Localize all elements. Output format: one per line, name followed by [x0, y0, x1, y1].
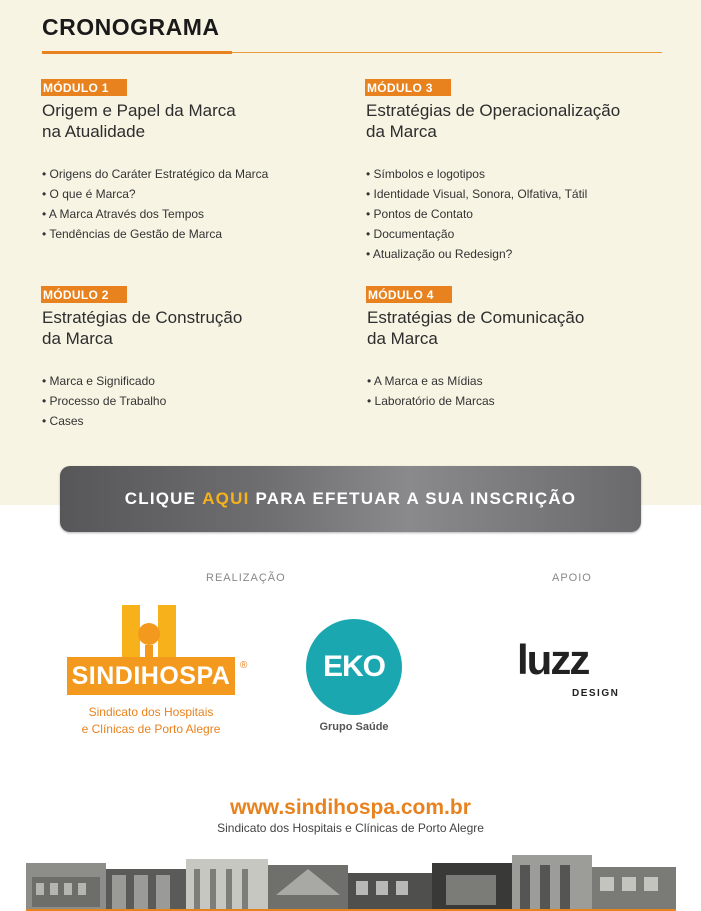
- module-title-line: Estratégias de Comunicação: [367, 308, 585, 327]
- module-title-line: Origem e Papel da Marca: [42, 101, 236, 120]
- apoio-label: APOIO: [552, 572, 592, 584]
- list-item: • A Marca Através dos Tempos: [42, 204, 341, 224]
- list-item: • Pontos de Contato: [366, 204, 665, 224]
- list-item: • Identidade Visual, Sonora, Olfativa, Tátil: [366, 184, 665, 204]
- list-item: • Marca e Significado: [42, 371, 341, 391]
- module-tag: MÓDULO 4: [366, 286, 452, 303]
- register-button[interactable]: [60, 466, 641, 532]
- module-title-line: da Marca: [367, 329, 438, 348]
- website-link[interactable]: www.sindihospa.com.br: [230, 796, 471, 819]
- module-title-line: da Marca: [42, 329, 113, 348]
- cta-text-end: PARA EFETUAR A SUA INSCRIÇÃO: [255, 489, 577, 508]
- sindihospa-tagline: [67, 704, 235, 738]
- list-item: • Atualização ou Redesign?: [366, 244, 665, 264]
- module-topic-list: [42, 371, 341, 431]
- title-accent-bar: [42, 51, 232, 54]
- module-tag: MÓDULO 3: [365, 79, 451, 96]
- sindihospa-emblem-icon: [118, 605, 180, 663]
- list-item: • Símbolos e logotipos: [366, 164, 665, 184]
- module-title: [42, 100, 341, 142]
- list-item: • Tendências de Gestão de Marca: [42, 224, 341, 244]
- module-title: [42, 307, 341, 349]
- module-2: [41, 286, 341, 431]
- list-item: • O que é Marca?: [42, 184, 341, 204]
- realizacao-label: REALIZAÇÃO: [206, 572, 286, 584]
- module-title: [366, 100, 665, 142]
- module-tag: MÓDULO 1: [41, 79, 127, 96]
- sindihospa-tagline-line: Sindicato dos Hospitais: [88, 705, 214, 719]
- eko-logo[interactable]: EKO: [306, 619, 402, 715]
- eko-tagline: Grupo Saúde: [319, 721, 389, 733]
- module-title-line: na Atualidade: [42, 122, 146, 141]
- luzz-logo[interactable]: luzz: [517, 636, 589, 683]
- luzz-tagline: DESIGN: [572, 688, 620, 699]
- module-title-line: Estratégias de Construção: [42, 308, 243, 327]
- sindihospa-logo[interactable]: SINDIHOSPA: [67, 657, 235, 695]
- list-item: • Origens do Caráter Estratégico da Marca: [42, 164, 341, 184]
- list-item: • A Marca e as Mídias: [367, 371, 666, 391]
- module-3: [365, 79, 665, 264]
- list-item: • Laboratório de Marcas: [367, 391, 666, 411]
- building-photo-strip: [26, 855, 676, 911]
- registered-mark: ®: [240, 660, 248, 671]
- module-title-line: Estratégias de Operacionalização: [366, 101, 621, 120]
- list-item: • Cases: [42, 411, 341, 431]
- module-title-line: da Marca: [366, 122, 437, 141]
- module-title: [367, 307, 666, 349]
- module-1: [41, 79, 341, 244]
- list-item: • Documentação: [366, 224, 665, 244]
- module-topic-list: [42, 164, 341, 244]
- footer-subtitle: Sindicato dos Hospitais e Clínicas de Porto Alegre: [217, 821, 484, 835]
- page-title: CRONOGRAMA: [42, 14, 220, 40]
- sindihospa-tagline-line: e Clínicas de Porto Alegre: [81, 722, 221, 736]
- module-4: [366, 286, 666, 411]
- module-topic-list: [366, 164, 665, 264]
- cta-text-highlight: AQUI: [202, 489, 250, 508]
- cta-text-start: CLIQUE: [124, 489, 197, 508]
- module-tag: MÓDULO 2: [41, 286, 127, 303]
- module-topic-list: [367, 371, 666, 411]
- list-item: • Processo de Trabalho: [42, 391, 341, 411]
